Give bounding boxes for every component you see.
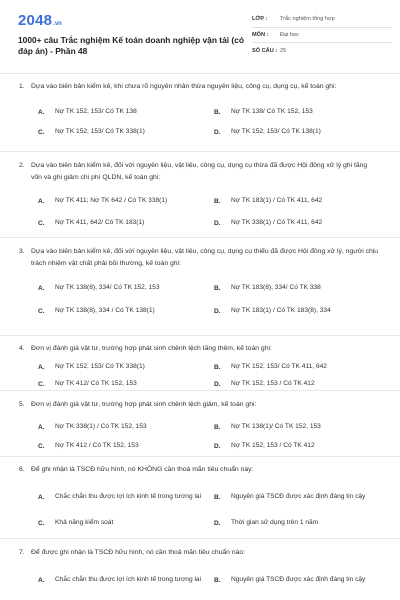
question-list bbox=[0, 74, 400, 599]
option-text: Nợ TK 138/ Có TK 152, 153 bbox=[231, 107, 313, 115]
option-text: Nợ TK 152, 153/ Có TK 138 bbox=[55, 107, 137, 115]
option-letter: B. bbox=[214, 577, 221, 584]
question-body: Dựa vào biên bản kiểm kê, đối với nguyên liệu, vật liệu, công cụ, dụng cụ thiếu đã được Hội đồng xử lý, người chịu trách nhiệm vật chất phải bồi thường, kế toán ghi: bbox=[31, 248, 379, 267]
answer-option[interactable] bbox=[38, 437, 214, 456]
answer-options bbox=[38, 190, 400, 234]
option-letter: A. bbox=[38, 494, 45, 501]
option-letter: D. bbox=[214, 381, 221, 388]
option-letter: C. bbox=[38, 128, 45, 136]
option-text: Nợ TK 412/ Có TK 152, 153 bbox=[55, 380, 137, 388]
meta-row-count bbox=[252, 43, 392, 59]
brand-block bbox=[18, 12, 248, 72]
option-text: Nợ TK 152, 153/ Có TK 338(1) bbox=[55, 127, 145, 135]
answer-option[interactable] bbox=[38, 484, 214, 511]
option-text: Thời gian sử dụng trên 1 năm bbox=[231, 518, 319, 526]
answer-option[interactable] bbox=[214, 511, 400, 535]
answer-option[interactable] bbox=[38, 277, 214, 300]
question-body: Để ghi nhận là TSCĐ hữu hình, nó KHÔNG cần thoả mãn tiêu chuẩn này: bbox=[31, 466, 254, 473]
answer-option[interactable] bbox=[214, 567, 400, 594]
meta-value: 25 bbox=[280, 47, 287, 54]
answer-option[interactable] bbox=[38, 359, 214, 376]
answer-option[interactable] bbox=[214, 102, 400, 122]
option-text: Nợ TK 411, 642/ Có TK 183(1) bbox=[55, 218, 145, 226]
question-number: 6. bbox=[19, 466, 25, 473]
answer-options bbox=[38, 359, 400, 393]
question-body: Để được ghi nhận là TSCĐ hữu hình, nó cần thoả mãn tiêu chuẩn nào: bbox=[31, 549, 246, 556]
option-text: Nợ TK 183(1) / Có TK 183(8), 334 bbox=[231, 307, 331, 315]
answer-option[interactable] bbox=[214, 277, 400, 300]
option-letter: B. bbox=[214, 494, 221, 501]
question-item bbox=[0, 539, 400, 599]
option-letter: A. bbox=[38, 197, 45, 205]
answer-option[interactable] bbox=[38, 511, 214, 535]
answer-option[interactable] bbox=[214, 300, 400, 323]
question-body: Dựa vào biên bản kiểm kê, khi chưa rõ nguyên nhân thừa nguyên liệu, công cụ, dụng cụ, kế toán ghi: bbox=[31, 83, 337, 90]
answer-options bbox=[38, 277, 400, 323]
option-letter: B. bbox=[214, 424, 221, 431]
option-text: Nợ TK 412 / Có TK 152, 153 bbox=[55, 442, 139, 450]
option-text: Nợ TK 152, 153 / Có TK 412 bbox=[231, 380, 315, 388]
option-letter: C. bbox=[38, 519, 45, 527]
page-title: 1000+ câu Trắc nghiệm Kế toán doanh nghiệp vận tải (có đáp án) - Phần 48 bbox=[18, 35, 244, 56]
answer-option[interactable] bbox=[38, 102, 214, 122]
question-item bbox=[0, 457, 400, 539]
meta-value: Đại học bbox=[280, 31, 299, 38]
answer-option[interactable] bbox=[214, 212, 400, 234]
answer-options bbox=[38, 567, 400, 594]
option-letter: B. bbox=[214, 285, 221, 292]
option-letter: D. bbox=[214, 443, 221, 450]
answer-options bbox=[38, 484, 400, 535]
question-number: 4. bbox=[19, 345, 25, 352]
question-item bbox=[0, 391, 400, 457]
question-text bbox=[0, 464, 400, 476]
answer-option[interactable] bbox=[38, 212, 214, 234]
meta-row-class bbox=[252, 12, 392, 28]
answer-option[interactable] bbox=[214, 359, 400, 376]
answer-option[interactable] bbox=[214, 484, 400, 511]
meta-row-subject bbox=[252, 28, 392, 44]
option-text: Nợ TK 152, 153/ Có TK 338(1) bbox=[55, 363, 145, 371]
option-text: Nợ TK 138(8), 334/ Có TK 152, 153 bbox=[55, 284, 160, 292]
meta-table bbox=[252, 12, 392, 59]
answer-option[interactable] bbox=[38, 567, 214, 594]
question-number: 2. bbox=[19, 162, 25, 169]
option-text: Nợ TK 138(8), 334 / Có TK 138(1) bbox=[55, 307, 155, 315]
option-letter: C. bbox=[38, 219, 45, 227]
answer-option[interactable] bbox=[38, 300, 214, 323]
answer-option[interactable] bbox=[38, 418, 214, 437]
question-text bbox=[0, 246, 400, 270]
answer-option[interactable] bbox=[38, 190, 214, 212]
meta-value: Trắc nghiệm tổng hợp bbox=[280, 16, 335, 23]
question-body: Đơn vị đánh giá vật tư, trường hợp phát sinh chênh lệch tăng thêm, kế toán ghi: bbox=[31, 345, 272, 352]
answer-option[interactable] bbox=[214, 376, 400, 393]
question-body: Dựa vào biên bản kiểm kê, đối với nguyên liệu, vật liệu, công cụ, dụng cụ thừa đã được Hội đồng xử lý ghi tăng vốn và ghi giảm chi phí QLDN, kế toán ghi: bbox=[31, 162, 368, 181]
answer-option[interactable] bbox=[214, 122, 400, 142]
option-letter: C. bbox=[38, 443, 45, 450]
site-logo[interactable] bbox=[18, 12, 248, 29]
meta-key: LỚP : bbox=[252, 16, 268, 23]
option-text: Nguyên giá TSCĐ được xác định đáng tin cậy bbox=[231, 576, 366, 584]
answer-option[interactable] bbox=[214, 190, 400, 212]
option-letter: A. bbox=[38, 108, 45, 116]
question-text bbox=[0, 343, 400, 355]
meta-key: SỐ CÂU : bbox=[252, 47, 278, 54]
option-letter: B. bbox=[214, 108, 221, 116]
question-body: Đơn vị đánh giá vật tư, trường hợp phát sinh chênh lệch giảm, kế toán ghi: bbox=[31, 401, 257, 408]
option-letter: D. bbox=[214, 308, 221, 315]
question-number: 3. bbox=[19, 248, 25, 255]
option-text: Nợ TK 411; Nợ TK 642 / Có TK 338(1) bbox=[55, 196, 168, 204]
question-text bbox=[0, 547, 400, 559]
answer-options bbox=[38, 418, 400, 456]
option-text: Nguyên giá TSCĐ được xác định đáng tin cậy bbox=[231, 493, 366, 501]
question-item bbox=[0, 336, 400, 391]
option-text: Chắc chắn thu được lợi ích kinh tế trong tương lai bbox=[55, 576, 202, 584]
question-number: 5. bbox=[19, 401, 25, 408]
option-text: Nợ TK 138(1)/ Có TK 152, 153 bbox=[231, 423, 321, 431]
option-letter: A. bbox=[38, 285, 45, 292]
answer-options bbox=[38, 102, 400, 142]
question-number: 7. bbox=[19, 549, 25, 556]
option-letter: B. bbox=[214, 364, 221, 371]
option-letter: D. bbox=[214, 219, 221, 227]
option-letter: A. bbox=[38, 364, 45, 371]
option-text: Chắc chắn thu được lợi ích kinh tế trong tương lai bbox=[55, 493, 202, 501]
option-letter: D. bbox=[214, 519, 221, 527]
question-item bbox=[0, 74, 400, 152]
question-item bbox=[0, 152, 400, 238]
question-text bbox=[0, 399, 400, 411]
option-letter: D. bbox=[214, 128, 221, 136]
option-letter: A. bbox=[38, 577, 45, 584]
option-letter: C. bbox=[38, 381, 45, 388]
option-letter: B. bbox=[214, 197, 221, 205]
option-letter: C. bbox=[38, 308, 45, 315]
answer-option[interactable] bbox=[214, 437, 400, 456]
option-text: Nợ TK 183(8), 334/ Có TK 338 bbox=[231, 284, 321, 292]
answer-option[interactable] bbox=[214, 418, 400, 437]
option-text: Nợ TK 152, 153/ Có TK 411, 642 bbox=[231, 363, 327, 371]
question-number: 1. bbox=[19, 83, 25, 90]
logo-text: 2048 bbox=[18, 12, 53, 29]
question-text bbox=[0, 81, 400, 93]
option-text: Nợ TK 152, 153/ Có TK 138(1) bbox=[231, 127, 321, 135]
option-text: Nợ TK 338(1) / Có TK 152, 153 bbox=[55, 423, 147, 431]
option-text: Nợ TK 338(1) / Có TK 411, 642 bbox=[231, 218, 323, 226]
answer-option[interactable] bbox=[38, 376, 214, 393]
option-text: Nợ TK 152, 153 / Có TK 412 bbox=[231, 442, 315, 450]
question-item bbox=[0, 238, 400, 336]
option-letter: A. bbox=[38, 424, 45, 431]
answer-option[interactable] bbox=[38, 122, 214, 142]
option-text: Nợ TK 183(1) / Có TK 411, 642 bbox=[231, 196, 323, 204]
meta-key: MÔN : bbox=[252, 31, 269, 38]
logo-domain: .vn bbox=[53, 21, 62, 27]
question-text bbox=[0, 160, 400, 184]
option-text: Khả năng kiểm soát bbox=[55, 518, 114, 526]
